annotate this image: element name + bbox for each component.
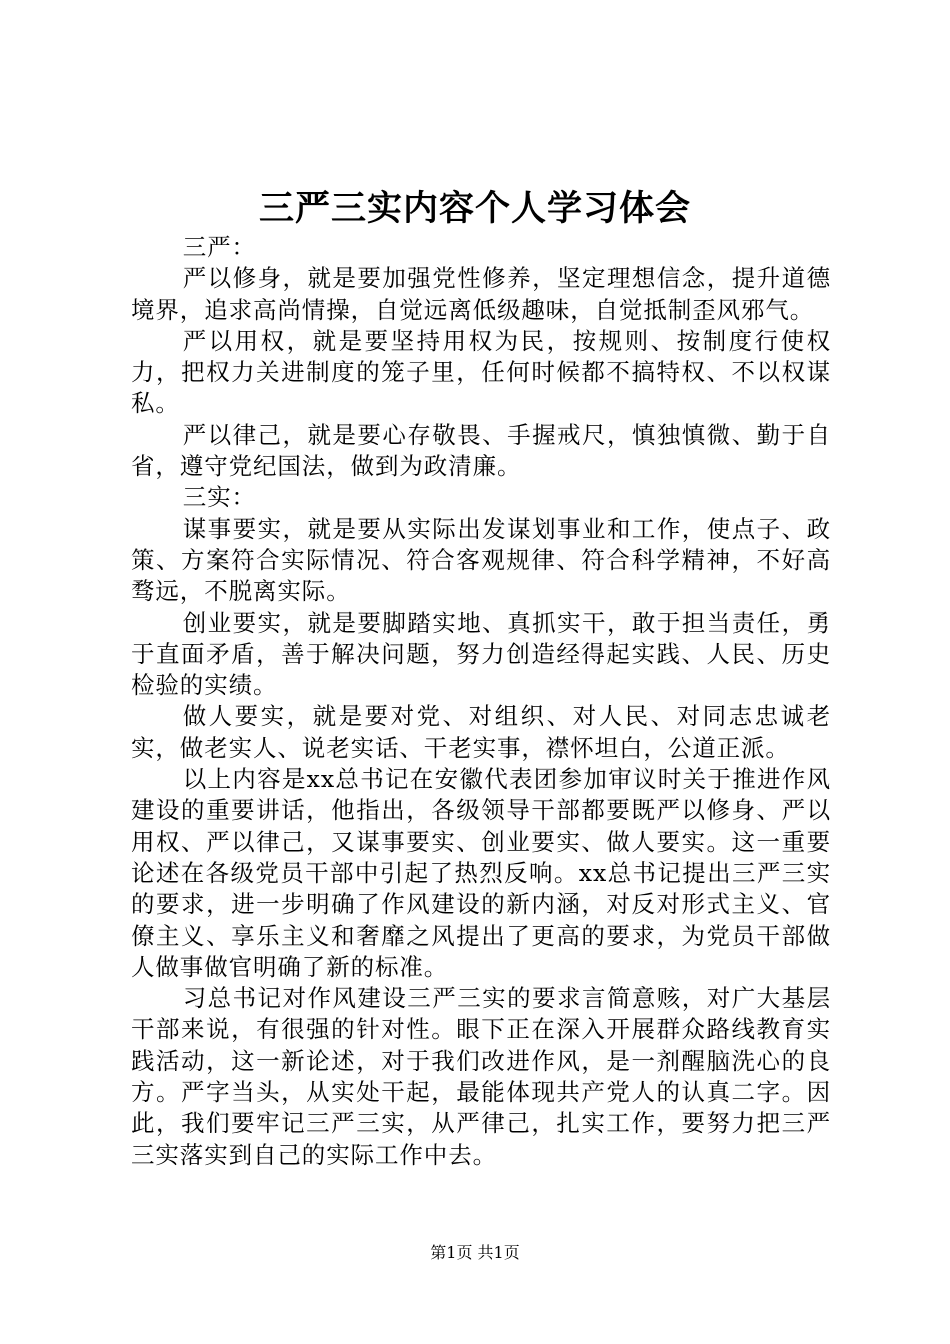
paragraph-heading-san-yan: 三严： xyxy=(182,233,256,261)
paragraph-heading-san-shi: 三实： xyxy=(182,483,256,512)
paragraph: 严以律己，就是要心存敬畏、手握戒尺，慎独慎微、勤于自省，遵守党纪国法，做到为政清廉。 xyxy=(131,420,831,481)
document-title: 三严三实内容个人学习体会 xyxy=(258,188,691,229)
page-footer: 第1页 共1页 xyxy=(430,1243,520,1262)
paragraph: 创业要实，就是要脚踏实地、真抓实干，敢于担当责任，勇于直面矛盾，善于解决问题，努力创造经得起实践、人民、历史检验的实绩。 xyxy=(131,608,831,700)
document-body xyxy=(131,232,831,1171)
paragraph: 习总书记对作风建设三严三实的要求言简意赅，对广大基层干部来说，有很强的针对性。眼下正在深入开展群众路线教育实践活动，这一新论述，对于我们改进作风，是一剂醒脑洗心的良方。严字当头，从实处干起，最能体现共产党人的认真二字。因此，我们要牢记三严三实，从严律己，扎实工作，要努力把三严三实落实到自己的实际工作中去。 xyxy=(131,984,831,1169)
paragraph: 以上内容是xx总书记在安徽代表团参加审议时关于推进作风建设的重要讲话，他指出，各级领导干部都要既严以修身、严以用权、严以律己，又谋事要实、创业要实、做人要实。这一重要论述在各级党员干部中引起了热烈反响。xx总书记提出三严三实的要求，进一步明确了作风建设的新内涵，对反对形式主义、官僚主义、享乐主义和奢靡之风提出了更高的要求，为党员干部做人做事做官明确了新的标准。 xyxy=(131,765,831,981)
paragraph: 谋事要实，就是要从实际出发谋划事业和工作，使点子、政策、方案符合实际情况、符合客观规律、符合科学精神，不好高骛远，不脱离实际。 xyxy=(131,514,831,606)
paragraph: 严以用权，就是要坚持用权为民，按规则、按制度行使权力，把权力关进制度的笼子里，任何时候都不搞特权、不以权谋私。 xyxy=(131,326,831,418)
paragraph: 严以修身，就是要加强党性修养，坚定理想信念，提升道德境界，追求高尚情操，自觉远离低级趣味，自觉抵制歪风邪气。 xyxy=(131,264,831,324)
paragraph: 做人要实，就是要对党、对组织、对人民、对同志忠诚老实，做老实人、说老实话、干老实事，襟怀坦白，公道正派。 xyxy=(131,702,831,762)
